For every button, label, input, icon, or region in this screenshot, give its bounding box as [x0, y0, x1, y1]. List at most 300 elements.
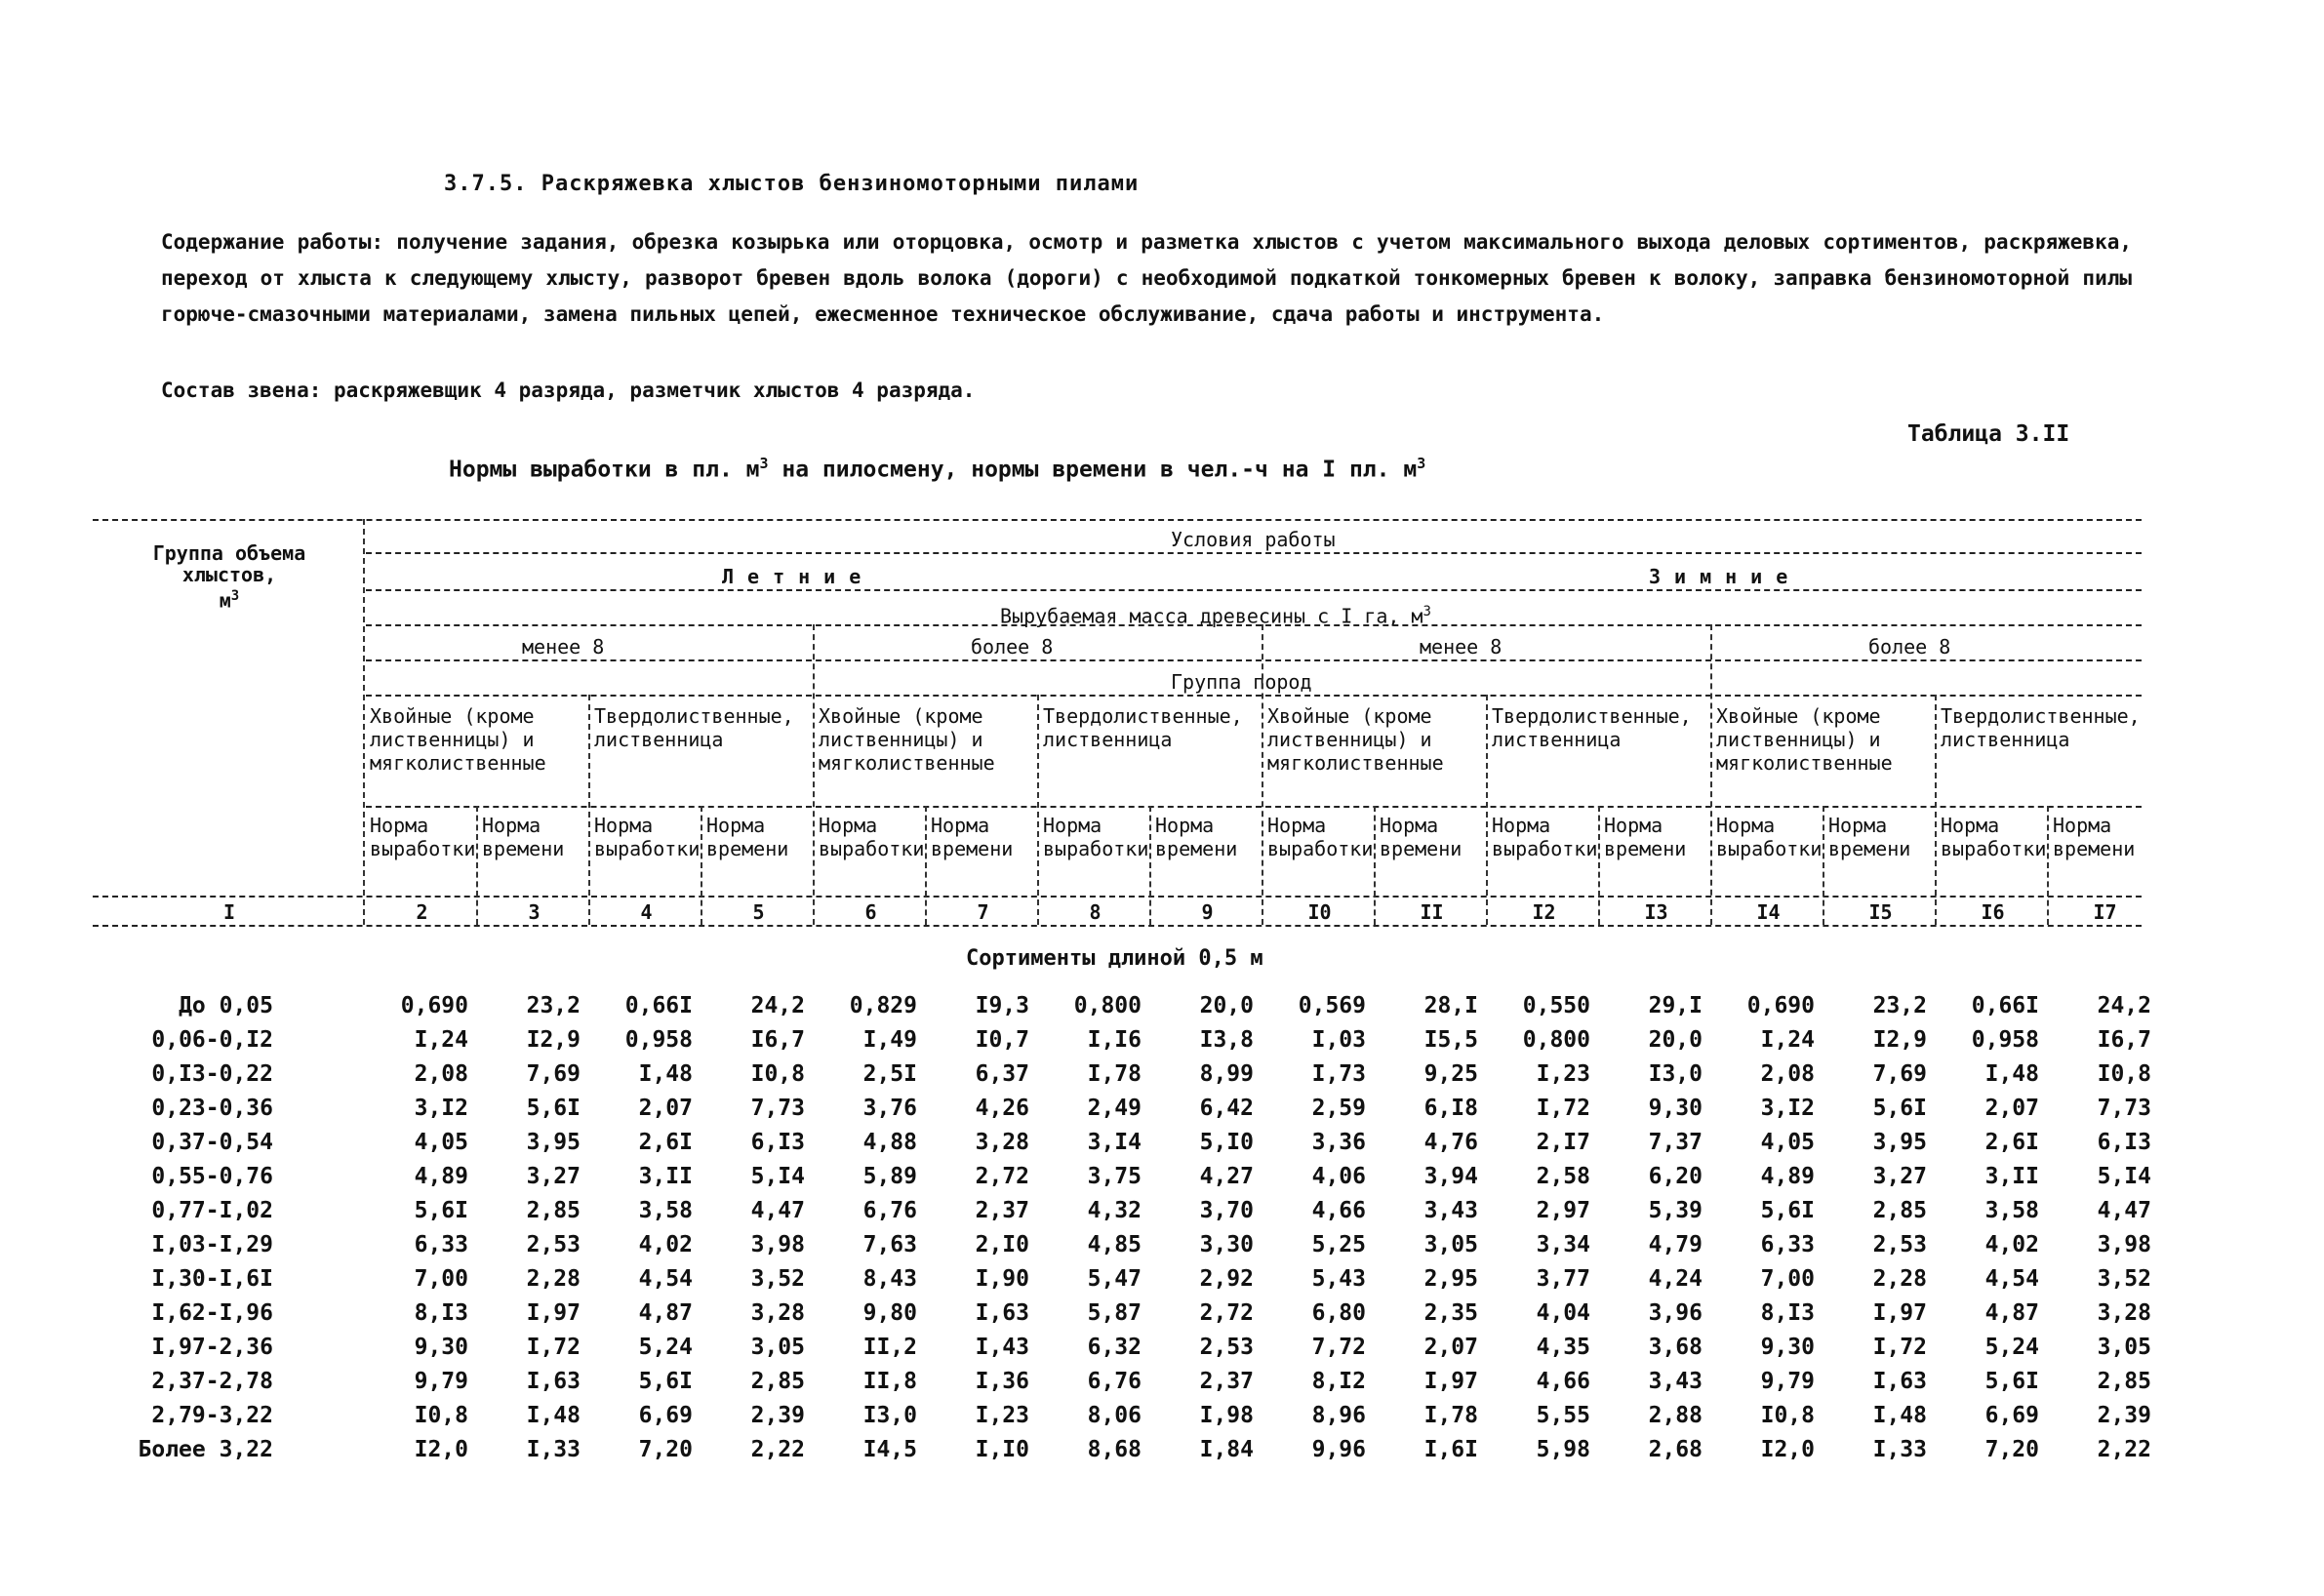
value-cell: 2,53	[1872, 1232, 1927, 1257]
value-cell: 2,I7	[1536, 1130, 1590, 1155]
group-cell: 0,37-0,54	[151, 1130, 273, 1155]
norm-label: Норма времени	[1828, 814, 1911, 860]
value-cell: 5,87	[1087, 1300, 1142, 1326]
value-cell: 4,05	[1760, 1130, 1815, 1155]
value-cell: I,24	[1760, 1027, 1815, 1053]
value-cell: I,63	[526, 1369, 581, 1394]
value-cell: 3,I4	[1087, 1130, 1142, 1155]
value-cell: 6,33	[414, 1232, 468, 1257]
value-cell: 2,5I	[862, 1061, 917, 1087]
value-cell: 9,30	[414, 1335, 468, 1360]
group-cell: До 0,05	[179, 993, 273, 1018]
value-cell: 5,I4	[750, 1164, 805, 1189]
value-cell: 2,6I	[1984, 1130, 2039, 1155]
value-cell: 7,69	[1872, 1061, 1927, 1087]
value-cell: 7,69	[526, 1061, 581, 1087]
species-label: Хвойные (кроме лиственницы) и мягколиственные	[1716, 704, 1893, 775]
species-label: Твердолиственные, лиственница	[1492, 704, 1692, 751]
work-content: Содержание работы: получение задания, обрезка козырька или оторцовка, осмотр и разметка хлыстов с учетом максимального выхода деловых сортиментов, раскряжевка, переход от хлыста к следующему хлысту, разворот бревен вдоль волока (дороги) с необходимой подкаткой тонкомерных бревен к волоку, заправка бензиномоторной пилы горюче-смазочными материалами, замена пильных цепей, ежесменное техническое обслуживание, сдача работы и инструмента.	[161, 230, 2132, 326]
norm-label: Норма времени	[1604, 814, 1687, 860]
section-heading: 3.7.5. Раскряжевка хлыстов бензиномоторными пилами	[444, 172, 1140, 196]
value-cell: I,48	[526, 1403, 581, 1428]
value-cell: 4,32	[1087, 1198, 1142, 1223]
norm-label: Норма выработки	[1043, 814, 1149, 860]
value-cell: 5,6I	[1760, 1198, 1815, 1223]
value-cell: 5,89	[862, 1164, 917, 1189]
value-cell: 7,20	[638, 1437, 693, 1462]
column-number: 7	[977, 900, 989, 924]
rule-species	[366, 806, 2142, 808]
table-title-sup2: 3	[1417, 455, 1426, 472]
value-cell: 4,87	[638, 1300, 693, 1326]
value-cell: I,43	[975, 1335, 1029, 1360]
value-cell: 9,30	[1760, 1335, 1815, 1360]
value-cell: 2,97	[1536, 1198, 1590, 1223]
group-cell: 0,55-0,76	[151, 1164, 273, 1189]
volume-group-label: менее 8	[522, 635, 605, 658]
value-cell: 5,6I	[1872, 1096, 1927, 1121]
value-cell: 4,02	[1984, 1232, 2039, 1257]
value-cell: I,49	[862, 1027, 917, 1053]
value-cell: 4,79	[1648, 1232, 1703, 1257]
value-cell: 4,04	[1536, 1300, 1590, 1326]
column-divider	[2047, 806, 2049, 925]
norm-label: Норма выработки	[594, 814, 701, 860]
value-cell: I,63	[1872, 1369, 1927, 1394]
value-cell: 4,54	[638, 1266, 693, 1292]
value-cell: I2,0	[1760, 1437, 1815, 1462]
column-divider	[925, 806, 927, 925]
column-divider	[701, 806, 702, 925]
value-cell: 2,08	[1760, 1061, 1815, 1087]
column-number: 2	[416, 900, 428, 924]
value-cell: 28,I	[1423, 993, 1478, 1018]
value-cell: 2,28	[1872, 1266, 1927, 1292]
value-cell: 9,25	[1423, 1061, 1478, 1087]
value-cell: 6,37	[975, 1061, 1029, 1087]
group-cell: 0,I3-0,22	[151, 1061, 273, 1087]
value-cell: 5,6I	[526, 1096, 581, 1121]
species-group-header: Группа пород	[1171, 670, 1312, 694]
value-cell: 7,00	[414, 1266, 468, 1292]
volume-group-label: более 8	[1868, 635, 1951, 658]
value-cell: 3,77	[1536, 1266, 1590, 1292]
column-divider	[813, 624, 815, 925]
value-cell: 0,550	[1522, 993, 1590, 1018]
value-cell: I,23	[975, 1403, 1029, 1428]
value-cell: 2,72	[975, 1164, 1029, 1189]
column-number: 4	[640, 900, 653, 924]
value-cell: 7,63	[862, 1232, 917, 1257]
value-cell: 2,39	[750, 1403, 805, 1428]
column-divider	[1710, 624, 1712, 925]
value-cell: 3,68	[1648, 1335, 1703, 1360]
value-cell: I,72	[526, 1335, 581, 1360]
value-cell: 20,0	[1648, 1027, 1703, 1053]
column-number: I6	[1981, 900, 2005, 924]
value-cell: 23,2	[526, 993, 581, 1018]
conditions-header: Условия работы	[1171, 528, 1336, 551]
volume-header-sup: 3	[1422, 604, 1431, 619]
value-cell: I5,5	[1423, 1027, 1478, 1053]
value-cell: 5,I0	[1199, 1130, 1254, 1155]
value-cell: 3,28	[2097, 1300, 2151, 1326]
value-cell: 3,43	[1423, 1198, 1478, 1223]
value-cell: I,98	[1199, 1403, 1254, 1428]
value-cell: I,73	[1311, 1061, 1366, 1087]
value-cell: I0,8	[414, 1403, 468, 1428]
column-number: II	[1420, 900, 1444, 924]
value-cell: 5,25	[1311, 1232, 1366, 1257]
crew-composition: Состав звена: раскряжевщик 4 разряда, разметчик хлыстов 4 разряда.	[161, 379, 976, 402]
value-cell: 6,33	[1760, 1232, 1815, 1257]
value-cell: 2,85	[526, 1198, 581, 1223]
norm-label: Норма времени	[1155, 814, 1238, 860]
column-number: 3	[528, 900, 541, 924]
value-cell: 3,27	[1872, 1164, 1927, 1189]
value-cell: I,23	[1536, 1061, 1590, 1087]
value-cell: 8,43	[862, 1266, 917, 1292]
value-cell: 6,I3	[2097, 1130, 2151, 1155]
value-cell: 6,20	[1648, 1164, 1703, 1189]
value-cell: 4,76	[1423, 1130, 1478, 1155]
value-cell: 5,24	[1984, 1335, 2039, 1360]
value-cell: 7,37	[1648, 1130, 1703, 1155]
value-cell: 3,52	[750, 1266, 805, 1292]
value-cell: I,03	[1311, 1027, 1366, 1053]
value-cell: 8,99	[1199, 1061, 1254, 1087]
value-cell: I0,8	[750, 1061, 805, 1087]
value-cell: 0,66I	[624, 993, 693, 1018]
value-cell: 2,95	[1423, 1266, 1478, 1292]
value-cell: I0,7	[975, 1027, 1029, 1053]
value-cell: 0,690	[400, 993, 468, 1018]
value-cell: 4,05	[414, 1130, 468, 1155]
species-label: Твердолиственные, лиственница	[1941, 704, 2141, 751]
species-label: Хвойные (кроме лиственницы) и мягколиственные	[819, 704, 995, 775]
value-cell: 2,49	[1087, 1096, 1142, 1121]
group-header-text: Группа объема хлыстов,	[152, 541, 306, 586]
value-cell: 2,59	[1311, 1096, 1366, 1121]
rule-col-numbers	[93, 925, 2142, 927]
value-cell: 9,79	[414, 1369, 468, 1394]
value-cell: 2,22	[2097, 1437, 2151, 1462]
value-cell: 3,36	[1311, 1130, 1366, 1155]
column-number: I7	[2093, 900, 2117, 924]
value-cell: I,33	[1872, 1437, 1927, 1462]
value-cell: I,78	[1423, 1403, 1478, 1428]
column-divider	[1149, 806, 1151, 925]
value-cell: 24,2	[750, 993, 805, 1018]
value-cell: I,I6	[1087, 1027, 1142, 1053]
table-title-part1: Нормы выработки в пл. м	[449, 457, 760, 483]
value-cell: 5,24	[638, 1335, 693, 1360]
value-cell: I,48	[638, 1061, 693, 1087]
value-cell: 3,05	[1423, 1232, 1478, 1257]
value-cell: 3,52	[2097, 1266, 2151, 1292]
value-cell: 3,98	[750, 1232, 805, 1257]
value-cell: 3,95	[526, 1130, 581, 1155]
value-cell: 5,98	[1536, 1437, 1590, 1462]
norm-label: Норма выработки	[1941, 814, 2047, 860]
group-cell: 2,37-2,78	[151, 1369, 273, 1394]
value-cell: 4,89	[1760, 1164, 1815, 1189]
value-cell: 4,88	[862, 1130, 917, 1155]
norm-label: Норма выработки	[370, 814, 476, 860]
value-cell: 4,66	[1536, 1369, 1590, 1394]
value-cell: I,90	[975, 1266, 1029, 1292]
column-divider	[1037, 695, 1039, 925]
group-cell: 0,06-0,I2	[151, 1027, 273, 1053]
value-cell: 0,690	[1746, 993, 1815, 1018]
value-cell: 7,20	[1984, 1437, 2039, 1462]
table-top-rule	[93, 519, 2142, 521]
column-divider	[1823, 806, 1824, 925]
value-cell: 2,53	[1199, 1335, 1254, 1360]
value-cell: I3,0	[1648, 1061, 1703, 1087]
value-cell: 6,80	[1311, 1300, 1366, 1326]
value-cell: 3,76	[862, 1096, 917, 1121]
value-cell: 4,06	[1311, 1164, 1366, 1189]
rule-species-group	[366, 695, 2142, 697]
column-number: 5	[752, 900, 765, 924]
value-cell: 3,I2	[414, 1096, 468, 1121]
table-label: Таблица 3.II	[1907, 421, 2070, 447]
value-cell: I3,0	[862, 1403, 917, 1428]
value-cell: 0,958	[1971, 1027, 2039, 1053]
value-cell: 2,85	[750, 1369, 805, 1394]
norm-label: Норма выработки	[1716, 814, 1823, 860]
summer-header: Летние	[722, 565, 875, 588]
value-cell: 7,72	[1311, 1335, 1366, 1360]
value-cell: 4,24	[1648, 1266, 1703, 1292]
table-title-sup1: 3	[759, 455, 769, 472]
value-cell: 4,47	[750, 1198, 805, 1223]
value-cell: 9,30	[1648, 1096, 1703, 1121]
value-cell: 2,07	[1984, 1096, 2039, 1121]
column-divider	[1935, 695, 1937, 925]
value-cell: 2,58	[1536, 1164, 1590, 1189]
value-cell: 6,42	[1199, 1096, 1254, 1121]
value-cell: I,36	[975, 1369, 1029, 1394]
value-cell: 2,07	[1423, 1335, 1478, 1360]
value-cell: 2,37	[1199, 1369, 1254, 1394]
species-label: Твердолиственные, лиственница	[594, 704, 794, 751]
value-cell: 7,73	[2097, 1096, 2151, 1121]
table-title-part2: на пилосмену, нормы времени в чел.-ч на I пл. м	[768, 457, 1418, 483]
value-cell: 5,47	[1087, 1266, 1142, 1292]
value-cell: 4,02	[638, 1232, 693, 1257]
value-cell: I2,0	[414, 1437, 468, 1462]
value-cell: 3,05	[2097, 1335, 2151, 1360]
group-header	[117, 542, 341, 612]
value-cell: 20,0	[1199, 993, 1254, 1018]
value-cell: 3,28	[750, 1300, 805, 1326]
value-cell: I,97	[526, 1300, 581, 1326]
value-cell: I,24	[414, 1027, 468, 1053]
value-cell: I3,8	[1199, 1027, 1254, 1053]
column-number: I2	[1532, 900, 1556, 924]
value-cell: 2,88	[1648, 1403, 1703, 1428]
value-cell: I,72	[1872, 1335, 1927, 1360]
value-cell: II,8	[862, 1369, 917, 1394]
value-cell: 4,35	[1536, 1335, 1590, 1360]
norm-label: Норма времени	[931, 814, 1014, 860]
species-label: Хвойные (кроме лиственницы) и мягколиственные	[370, 704, 546, 775]
value-cell: 6,I8	[1423, 1096, 1478, 1121]
value-cell: 8,I3	[414, 1300, 468, 1326]
norm-label: Норма выработки	[1492, 814, 1598, 860]
column-number: I4	[1756, 900, 1781, 924]
value-cell: 3,II	[638, 1164, 693, 1189]
column-number: 9	[1201, 900, 1214, 924]
value-cell: 3,94	[1423, 1164, 1478, 1189]
volume-group-label: более 8	[971, 635, 1054, 658]
column-divider	[476, 806, 478, 925]
value-cell: 2,28	[526, 1266, 581, 1292]
norm-label: Норма времени	[2053, 814, 2136, 860]
norm-label: Норма выработки	[819, 814, 925, 860]
value-cell: 0,829	[849, 993, 917, 1018]
value-cell: I,84	[1199, 1437, 1254, 1462]
value-cell: 9,96	[1311, 1437, 1366, 1462]
rule-conditions	[366, 552, 2142, 554]
value-cell: 3,58	[1984, 1198, 2039, 1223]
value-cell: 3,30	[1199, 1232, 1254, 1257]
value-cell: I4,5	[862, 1437, 917, 1462]
value-cell: I,6I	[1423, 1437, 1478, 1462]
column-number: 6	[864, 900, 877, 924]
value-cell: 5,43	[1311, 1266, 1366, 1292]
column-divider	[1374, 806, 1376, 925]
value-cell: I,97	[1423, 1369, 1478, 1394]
value-cell: 3,28	[975, 1130, 1029, 1155]
group-cell: 2,79-3,22	[151, 1403, 273, 1428]
group-cell: I,62-I,96	[151, 1300, 273, 1326]
value-cell: 4,89	[414, 1164, 468, 1189]
group-cell: 0,23-0,36	[151, 1096, 273, 1121]
value-cell: 6,69	[1984, 1403, 2039, 1428]
value-cell: 5,55	[1536, 1403, 1590, 1428]
group-col-divider	[363, 519, 365, 925]
value-cell: 4,26	[975, 1096, 1029, 1121]
value-cell: 2,37	[975, 1198, 1029, 1223]
value-cell: I6,7	[750, 1027, 805, 1053]
value-cell: I,72	[1536, 1096, 1590, 1121]
group-cell: Более 3,22	[138, 1437, 273, 1462]
value-cell: 4,54	[1984, 1266, 2039, 1292]
table-title	[449, 455, 1425, 483]
value-cell: 5,6I	[1984, 1369, 2039, 1394]
value-cell: 6,76	[1087, 1369, 1142, 1394]
column-number: 8	[1089, 900, 1102, 924]
value-cell: 5,6I	[414, 1198, 468, 1223]
column-divider	[1262, 624, 1263, 925]
value-cell: 6,69	[638, 1403, 693, 1428]
value-cell: 23,2	[1872, 993, 1927, 1018]
value-cell: I0,8	[1760, 1403, 1815, 1428]
value-cell: I,33	[526, 1437, 581, 1462]
species-label: Твердолиственные, лиственница	[1043, 704, 1243, 751]
value-cell: 4,27	[1199, 1164, 1254, 1189]
value-cell: 2,08	[414, 1061, 468, 1087]
value-cell: 7,73	[750, 1096, 805, 1121]
value-cell: I,48	[1872, 1403, 1927, 1428]
norm-label: Норма времени	[706, 814, 789, 860]
value-cell: I,48	[1984, 1061, 2039, 1087]
value-cell: 8,I2	[1311, 1369, 1366, 1394]
value-cell: 2,39	[2097, 1403, 2151, 1428]
value-cell: I2,9	[1872, 1027, 1927, 1053]
rule-norms	[93, 896, 2142, 898]
value-cell: 29,I	[1648, 993, 1703, 1018]
norm-label: Норма времени	[1380, 814, 1463, 860]
value-cell: 2,85	[1872, 1198, 1927, 1223]
value-cell: I6,7	[2097, 1027, 2151, 1053]
section-label: Сортименты длиной 0,5 м	[966, 946, 1263, 971]
value-cell: I2,9	[526, 1027, 581, 1053]
value-cell: 2,6I	[638, 1130, 693, 1155]
value-cell: 8,96	[1311, 1403, 1366, 1428]
value-cell: 4,85	[1087, 1232, 1142, 1257]
value-cell: 0,800	[1522, 1027, 1590, 1053]
column-divider	[588, 695, 590, 925]
value-cell: 6,32	[1087, 1335, 1142, 1360]
rule-volume-groups	[366, 659, 2142, 661]
value-cell: I,97	[1872, 1300, 1927, 1326]
value-cell: 3,II	[1984, 1164, 2039, 1189]
value-cell: I,63	[975, 1300, 1029, 1326]
species-label: Хвойные (кроме лиственницы) и мягколиственные	[1267, 704, 1444, 775]
value-cell: 2,22	[750, 1437, 805, 1462]
column-number: I3	[1644, 900, 1668, 924]
value-cell: 2,72	[1199, 1300, 1254, 1326]
value-cell: 3,58	[638, 1198, 693, 1223]
value-cell: 6,I3	[750, 1130, 805, 1155]
value-cell: I,I0	[975, 1437, 1029, 1462]
value-cell: I0,8	[2097, 1061, 2151, 1087]
value-cell: 3,98	[2097, 1232, 2151, 1257]
value-cell: 7,00	[1760, 1266, 1815, 1292]
group-cell: I,30-I,6I	[151, 1266, 273, 1292]
value-cell: 4,47	[2097, 1198, 2151, 1223]
value-cell: 5,I4	[2097, 1164, 2151, 1189]
value-cell: 4,66	[1311, 1198, 1366, 1223]
value-cell: 24,2	[2097, 993, 2151, 1018]
group-header-sup: 3	[230, 588, 240, 604]
value-cell: 5,6I	[638, 1369, 693, 1394]
value-cell: 2,I0	[975, 1232, 1029, 1257]
value-cell: 3,27	[526, 1164, 581, 1189]
norm-label: Норма времени	[482, 814, 565, 860]
group-cell: I,97-2,36	[151, 1335, 273, 1360]
value-cell: 3,75	[1087, 1164, 1142, 1189]
value-cell: 2,68	[1648, 1437, 1703, 1462]
value-cell: 3,34	[1536, 1232, 1590, 1257]
value-cell: 3,96	[1648, 1300, 1703, 1326]
value-cell: 2,53	[526, 1232, 581, 1257]
value-cell: 9,80	[862, 1300, 917, 1326]
group-header-unit: м	[219, 588, 231, 613]
group-cell: 0,77-I,02	[151, 1198, 273, 1223]
value-cell: 3,70	[1199, 1198, 1254, 1223]
column-number: I5	[1868, 900, 1893, 924]
volume-group-label: менее 8	[1420, 635, 1503, 658]
group-cell: I,03-I,29	[151, 1232, 273, 1257]
value-cell: 6,76	[862, 1198, 917, 1223]
value-cell: 8,06	[1087, 1403, 1142, 1428]
value-cell: 0,569	[1298, 993, 1366, 1018]
